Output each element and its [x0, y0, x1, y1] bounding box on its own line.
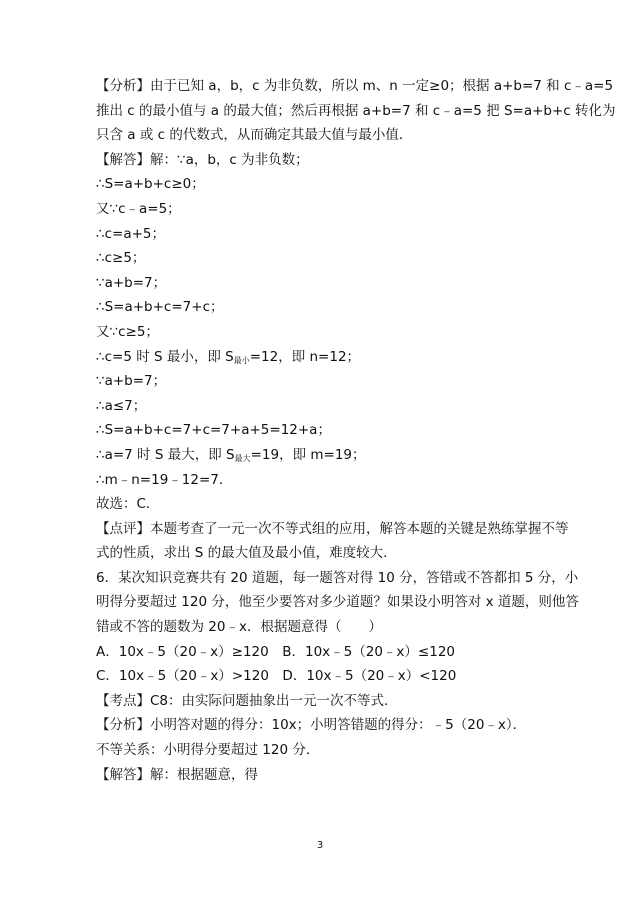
- text-line: 【分析】小明答对题的得分：10x；小明答错题的得分：﹣5（20﹣x）．: [96, 717, 527, 734]
- text-line: 又∵c﹣a=5；: [96, 200, 181, 217]
- min-line-before: ∴c=5 时 S 最小，即 S: [96, 348, 234, 365]
- text-line: 又∵c≥5；: [96, 323, 159, 340]
- page-content: [96, 74, 616, 787]
- text-line: 【考点】C8：由实际问题抽象出一元一次不等式．: [96, 692, 398, 709]
- min-line-after: =12，即 n=12；: [249, 348, 361, 365]
- text-line: ∴S=a+b+c≥0；: [96, 176, 205, 193]
- text-line: 故选：C．: [96, 496, 160, 513]
- question-text-line: 错或不答的题数为 20﹣x．根据题意得（ ）: [96, 619, 382, 636]
- text-line: 【点评】本题考查了一元一次不等式组的应用，解答本题的关键是熟练掌握不等: [96, 520, 569, 537]
- text-line: 【解答】解：根据题意，得: [96, 766, 258, 783]
- max-subscript: 最大: [234, 453, 251, 463]
- text-line: ∴m﹣n=19﹣12=7．: [96, 471, 233, 488]
- text-line: 不等关系：小明得分要超过 120 分．: [96, 742, 320, 759]
- text-line: 式的性质，求出 S 的最大值及最小值，难度较大．: [96, 545, 397, 562]
- text-line: ∴a≤7；: [96, 397, 147, 414]
- question-text-line: 6．某次知识竞赛共有 20 道题，每一题答对得 10 分，答错或不答都扣 5 分，小: [96, 569, 579, 586]
- answer-options-line: C．10x﹣5（20﹣x）>120 D．10x﹣5（20﹣x）<120: [96, 668, 457, 685]
- text-line: 只含 a 或 c 的代数式，从而确定其最大值与最小值．: [96, 127, 413, 144]
- text-line: ∵a+b=7；: [96, 373, 167, 390]
- page-number: 3: [316, 840, 324, 851]
- question-text-line: 明得分要超过 120 分，他至少要答对多少道题？如果设小明答对 x 道题，则他答: [96, 594, 579, 611]
- max-line-before: ∴a=7 时 S 最大，即 S: [96, 446, 235, 463]
- text-line: ∴S=a+b+c=7+c；: [96, 299, 224, 316]
- min-value-line: [96, 345, 556, 370]
- text-line: ∴c≥5；: [96, 250, 146, 267]
- text-line: 【分析】由于已知 a，b，c 为非负数，所以 m、n 一定≥0；根据 a+b=7 和 c﹣a=5: [96, 78, 614, 94]
- text-line: 推出 c 的最小值与 a 的最大值；然后再根据 a+b=7 和 c﹣a=5 把 S=a+b+c 转化为: [96, 102, 616, 119]
- text-line: ∴c=a+5；: [96, 225, 165, 242]
- max-line-after: =19，即 m=19；: [250, 446, 366, 463]
- answer-options-line: A．10x﹣5（20﹣x）≥120 B．10x﹣5（20﹣x）≤120: [96, 643, 456, 660]
- text-line: ∵a+b=7；: [96, 274, 167, 291]
- text-line: 【解答】解：∵a，b，c 为非负数；: [96, 151, 309, 168]
- text-line: ∴S=a+b+c=7+c=7+a+5=12+a；: [96, 422, 331, 439]
- max-value-line: [96, 443, 556, 468]
- min-subscript: 最小: [233, 355, 250, 365]
